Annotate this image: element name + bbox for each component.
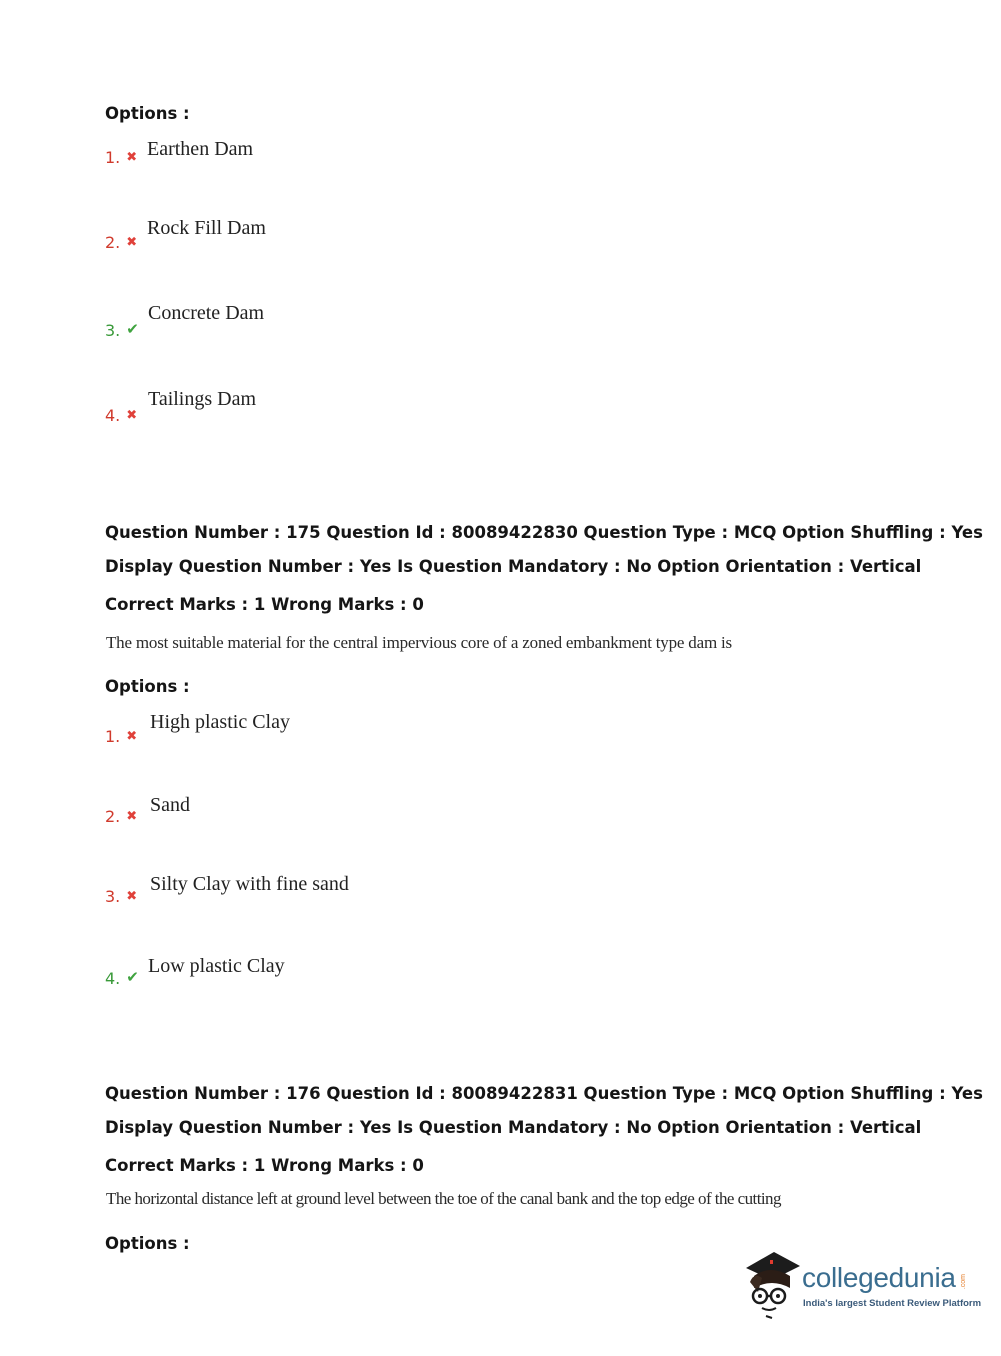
- question-meta-line: Question Number : 175 Question Id : 80089422830 Question Type : MCQ Option Shuffling : Yes: [105, 523, 983, 542]
- options-heading: Options :: [105, 1234, 190, 1253]
- option-number: 3.: [105, 321, 121, 340]
- option-text: Sand: [150, 794, 190, 816]
- option-text: Rock Fill Dam: [147, 217, 266, 239]
- collegedunia-logo: [740, 1248, 982, 1320]
- option-text: Earthen Dam: [147, 138, 254, 160]
- option-row: [105, 727, 137, 746]
- wrong-mark-icon: ✖: [126, 809, 138, 824]
- option-text: High plastic Clay: [150, 711, 290, 733]
- wrong-mark-icon: ✖: [126, 150, 138, 165]
- question-meta-line: Display Question Number : Yes Is Question Mandatory : No Option Orientation : Vertical: [105, 557, 922, 576]
- logo-wordmark: collegedunia: [802, 1262, 956, 1293]
- wrong-mark-icon: ✖: [126, 408, 138, 423]
- option-number: 4.: [105, 969, 121, 988]
- correct-check-icon: ✔: [126, 320, 139, 338]
- option-row: [105, 968, 139, 988]
- option-row: [105, 887, 137, 906]
- option-row: [105, 320, 139, 340]
- option-number: 4.: [105, 406, 121, 425]
- option-number: 1.: [105, 148, 121, 167]
- option-number: 1.: [105, 727, 121, 746]
- question-text: The horizontal distance left at ground level between the toe of the canal bank and the top edge of the cutting: [106, 1189, 781, 1208]
- options-heading: Options :: [105, 104, 190, 123]
- option-number: 2.: [105, 233, 121, 252]
- logo-tagline: India's largest Student Review Platform: [803, 1298, 982, 1309]
- option-row: [105, 148, 137, 167]
- marks-line: Correct Marks : 1 Wrong Marks : 0: [105, 1156, 424, 1175]
- option-number: 2.: [105, 807, 121, 826]
- question-meta-line: Display Question Number : Yes Is Question Mandatory : No Option Orientation : Vertical: [105, 1118, 922, 1137]
- option-row: [105, 233, 137, 252]
- mascot-icon: [740, 1248, 802, 1320]
- options-heading: Options :: [105, 677, 190, 696]
- option-row: [105, 807, 137, 826]
- option-text: Tailings Dam: [148, 388, 257, 410]
- marks-line: Correct Marks : 1 Wrong Marks : 0: [105, 595, 424, 614]
- option-text: Silty Clay with fine sand: [150, 873, 349, 895]
- option-text: Low plastic Clay: [148, 955, 285, 977]
- wrong-mark-icon: ✖: [126, 729, 138, 744]
- option-text: Concrete Dam: [148, 302, 265, 324]
- option-number: 3.: [105, 887, 121, 906]
- logo-domain-suffix: .com: [960, 1274, 967, 1290]
- question-text: The most suitable material for the central impervious core of a zoned embankment type dam is: [106, 633, 732, 652]
- correct-check-icon: ✔: [126, 968, 139, 986]
- wrong-mark-icon: ✖: [126, 235, 138, 250]
- wrong-mark-icon: ✖: [126, 889, 138, 904]
- question-meta-line: Question Number : 176 Question Id : 80089422831 Question Type : MCQ Option Shuffling : Yes: [105, 1084, 983, 1103]
- option-row: [105, 406, 137, 425]
